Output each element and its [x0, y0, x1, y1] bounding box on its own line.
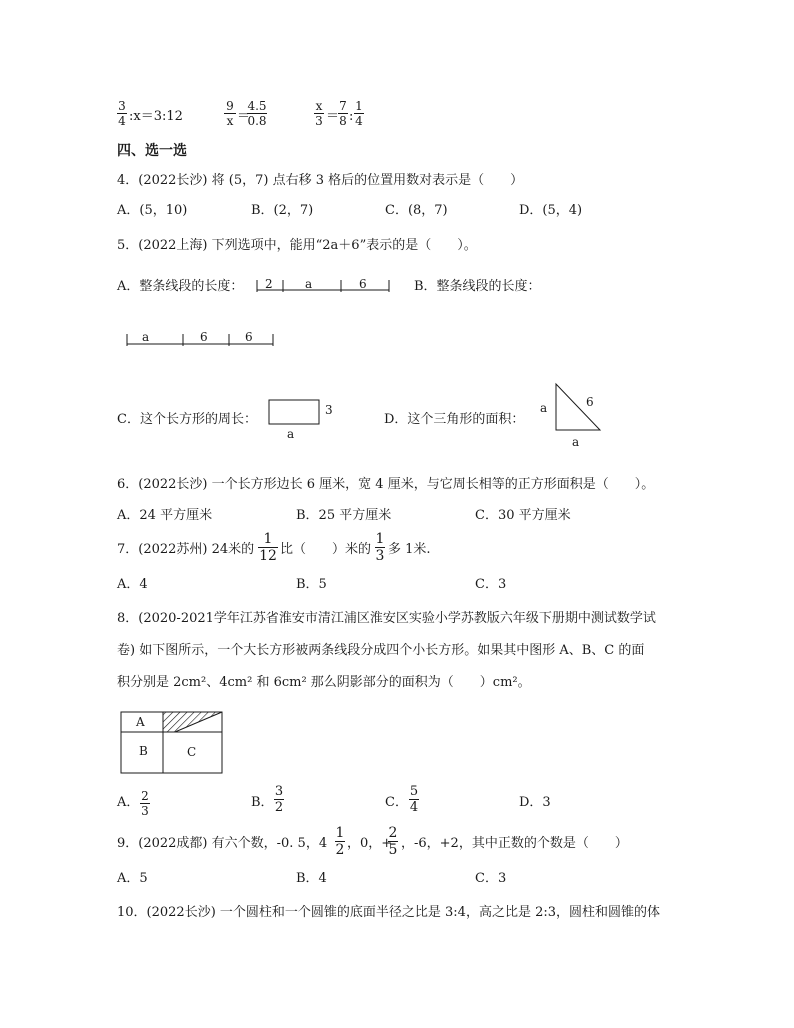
- eq3-fraction-2: [338, 100, 348, 127]
- q5-rectangle-diagram: [265, 396, 341, 442]
- q8-label-a: A: [136, 715, 145, 729]
- eq2-equals: ＝: [237, 109, 251, 124]
- q8-b-num: 3: [274, 784, 284, 799]
- q9-text-part2: ，0，+: [347, 836, 393, 851]
- q5-segment-a-diagram: [255, 276, 391, 296]
- q4-option-a: A．(5，10): [117, 203, 188, 218]
- eq1-fraction: [117, 100, 127, 127]
- eq1-numerator: 3: [118, 99, 126, 113]
- q8-option-b-label: B．: [251, 795, 274, 810]
- q8-option-a-label: A．: [117, 795, 140, 810]
- q9-f1-num: 1: [335, 825, 345, 841]
- q8-option-b-fraction: [274, 785, 284, 814]
- q5-tri-hyp-label: 6: [586, 395, 594, 409]
- q5-tri-left-label: a: [540, 401, 548, 415]
- q9-option-c: C．3: [475, 871, 507, 886]
- q5-option-b: B．整条线段的长度：: [414, 279, 541, 294]
- q5-rect-bottom-label: a: [287, 427, 295, 441]
- eq2-num2: 4.5: [247, 99, 267, 113]
- q5-option-d: D．这个三角形的面积：: [384, 412, 525, 427]
- q7-option-c: C．3: [475, 577, 507, 592]
- q8-option-d: D．3: [519, 795, 551, 810]
- q8-a-num: 2: [141, 789, 149, 803]
- q10-text: 10．(2022长沙) 一个圆柱和一个圆锥的底面半径之比是 3:4，高之比是 2:3，圆柱和圆锥的体: [117, 905, 661, 920]
- q7-fraction-1: [258, 532, 278, 563]
- q7-f1-num: 1: [263, 531, 273, 547]
- q5-seg-a-label-3: 6: [359, 277, 367, 291]
- eq3-colon: :: [349, 109, 354, 124]
- q5-rect-side-label: 3: [325, 403, 333, 417]
- q8-c-den: 4: [409, 800, 419, 815]
- q7-text-part3: 多 1米.: [388, 542, 431, 557]
- eq2-den1: x: [226, 114, 234, 128]
- q9-f1-den: 2: [335, 842, 345, 858]
- eq2-fraction-left: [224, 100, 236, 127]
- eq3-num3: 1: [355, 99, 363, 113]
- q5-seg-a-label-2: a: [305, 277, 313, 291]
- q5-option-a: A．整条线段的长度：: [117, 279, 244, 294]
- q8-rectangle-diagram: [118, 710, 226, 776]
- eq3-fraction-3: [354, 100, 364, 127]
- q7-text-part2: 比（ ）米的: [280, 542, 372, 557]
- q9-fraction-1: [335, 826, 345, 857]
- q9-option-b: B．4: [296, 871, 327, 886]
- q8-a-den: 3: [141, 804, 149, 818]
- q7-option-a: A．4: [117, 577, 148, 592]
- eq3-equals: ＝: [326, 109, 340, 124]
- q8-text-line2: 卷) 如下图所示，一个大长方形被两条线段分成四个小长方形。如果其中图形 A、B、C 的面: [117, 643, 645, 658]
- q7-text-part1: 7．(2022苏州) 24米的: [117, 542, 255, 557]
- q5-triangle-diagram: [536, 380, 608, 450]
- eq2-den2: 0.8: [247, 114, 267, 128]
- eq2-fraction-right: [247, 100, 267, 127]
- q7-f2-num: 1: [375, 531, 385, 547]
- q8-label-c: C: [187, 745, 197, 759]
- q6-option-c: C．30 平方厘米: [475, 508, 571, 523]
- q9-f2-num: 2: [388, 825, 398, 841]
- q8-option-a-fraction: [140, 790, 150, 817]
- q5-seg-b-label-2: 6: [200, 330, 208, 344]
- q4-text: 4．(2022长沙) 将 (5，7) 点右移 3 格后的位置用数对表示是（ ）: [117, 173, 524, 188]
- eq2-num1: 9: [226, 99, 234, 113]
- q6-option-a: A．24 平方厘米: [117, 508, 213, 523]
- eq3-den2: 8: [339, 114, 347, 128]
- q9-option-a: A．5: [117, 871, 148, 886]
- q5-option-c: C．这个长方形的周长：: [117, 412, 257, 427]
- q8-b-den: 2: [274, 800, 284, 815]
- section-title: 四、选一选: [117, 143, 187, 159]
- eq3-den3: 4: [355, 114, 363, 128]
- q4-option-d: D．(5，4): [519, 203, 583, 218]
- q5-seg-b-label-1: a: [142, 330, 150, 344]
- q5-seg-a-label-1: 2: [265, 277, 273, 291]
- q9-text-part3: ，-6，+2，其中正数的个数是（ ）: [401, 836, 628, 851]
- q8-text-line1: 8．(2020-2021学年江苏省淮安市清江浦区淮安区实验小学苏教版六年级下册期中测试数学试: [117, 611, 656, 626]
- q5-seg-b-label-3: 6: [245, 330, 253, 344]
- q8-option-c-label: C．: [385, 795, 408, 810]
- q7-option-b: B．5: [296, 577, 327, 592]
- q4-option-b: B．(2，7): [251, 203, 314, 218]
- q9-fraction-2: [388, 826, 398, 857]
- eq3-den1: 3: [315, 114, 323, 128]
- q5-tri-bottom-label: a: [572, 435, 580, 449]
- q4-option-c: C．(8，7): [385, 203, 448, 218]
- q5-segment-b-diagram: [125, 328, 275, 350]
- q8-option-c-fraction: [409, 785, 419, 814]
- eq3-num2: 7: [339, 99, 347, 113]
- q8-label-b: B: [139, 744, 148, 758]
- eq1-denominator: 4: [118, 114, 126, 128]
- q9-f2-den: 5: [388, 842, 398, 858]
- eq1-rest: :x＝3:12: [129, 109, 183, 124]
- q7-f1-den: 12: [259, 548, 277, 564]
- q9-text-part1: 9．(2022成都) 有六个数，-0. 5，4: [117, 836, 328, 851]
- q7-f2-den: 3: [375, 548, 385, 564]
- q6-option-b: B．25 平方厘米: [296, 508, 392, 523]
- q8-shaded-region: [163, 712, 222, 732]
- q8-c-num: 5: [409, 784, 419, 799]
- q6-text: 6．(2022长沙) 一个长方形边长 6 厘米，宽 4 厘米，与它周长相等的正方形面积是（ ）。: [117, 477, 655, 492]
- q7-fraction-2: [375, 532, 385, 563]
- eq3-num1: x: [315, 99, 323, 113]
- q8-text-line3: 积分别是 2cm²、4cm² 和 6cm² 那么阴影部分的面积为（ ）cm²。: [117, 675, 531, 690]
- eq3-fraction-1: [314, 100, 324, 127]
- q5-text: 5．(2022上海) 下列选项中，能用“2a＋6”表示的是（ ）。: [117, 238, 477, 253]
